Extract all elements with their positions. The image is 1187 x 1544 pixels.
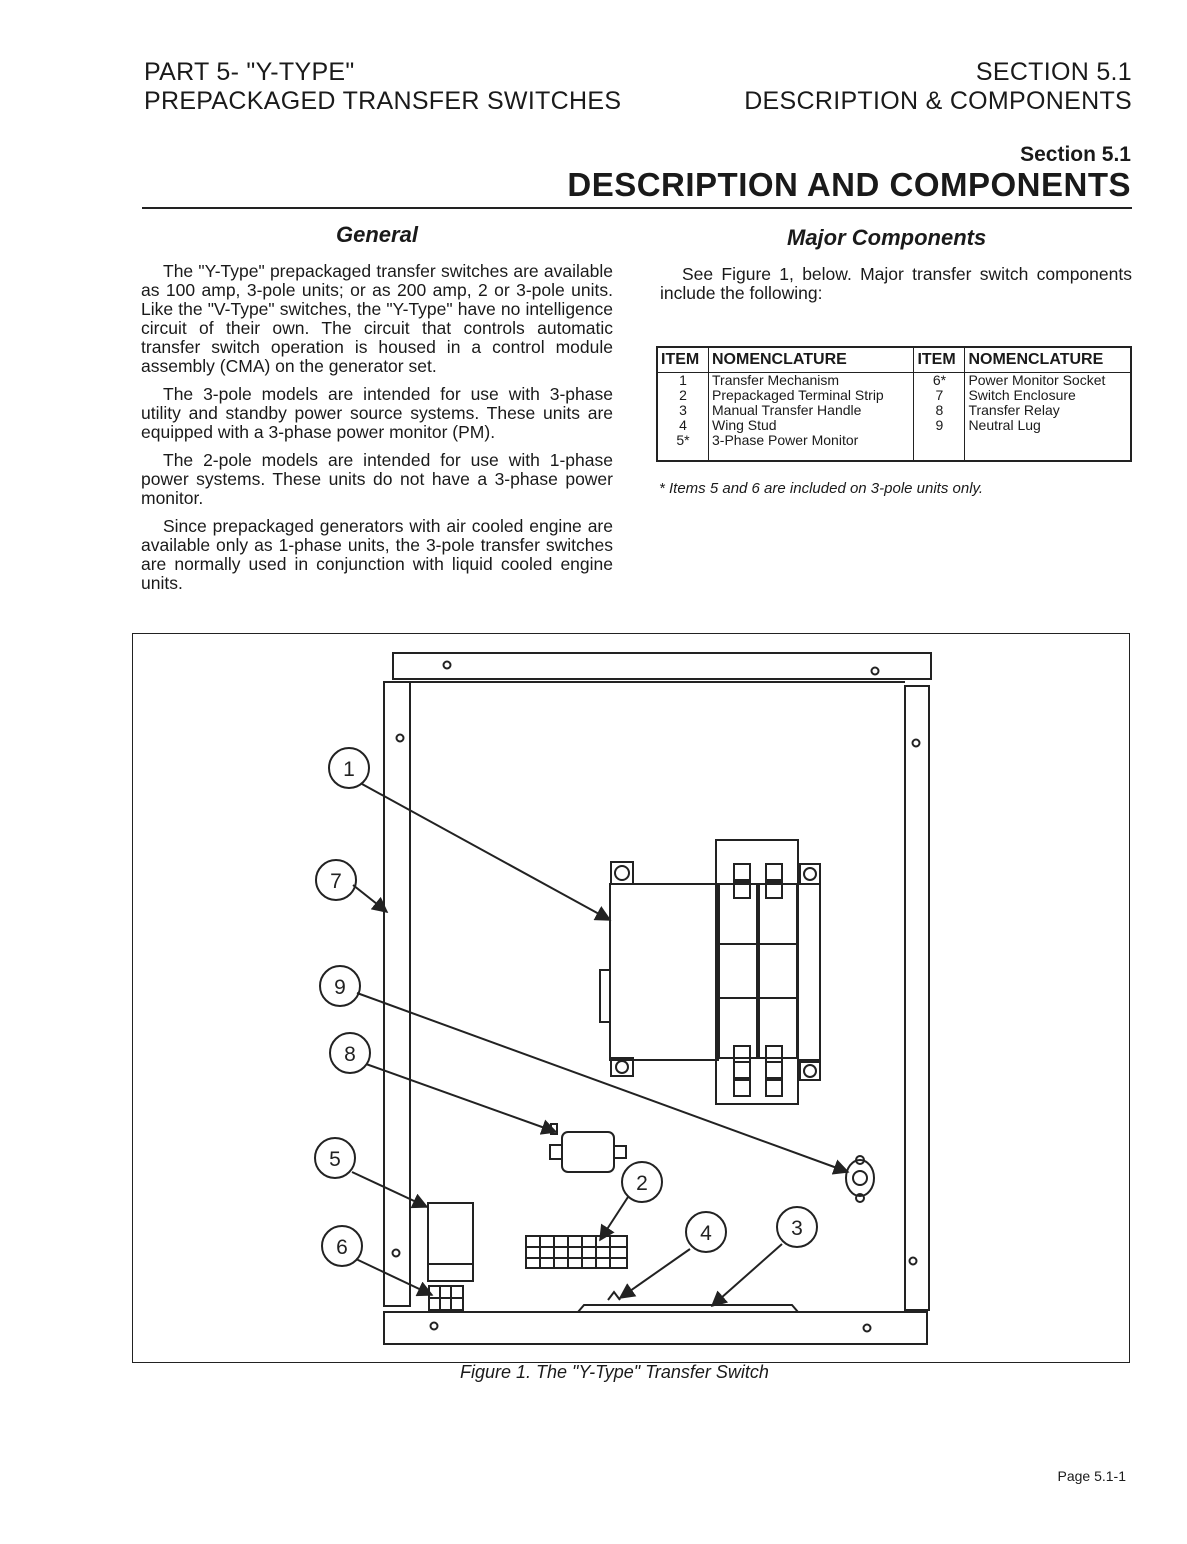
- item-number: 9: [914, 418, 965, 433]
- item-number: 5*: [657, 433, 709, 461]
- figure-caption: Figure 1. The "Y-Type" Transfer Switch: [460, 1362, 769, 1382]
- callout-2: 2: [636, 1172, 648, 1195]
- callout-7: 7: [330, 870, 342, 893]
- transfer-relay: [550, 1124, 626, 1172]
- item-number: 2: [657, 388, 709, 403]
- item-name: Switch Enclosure: [965, 388, 1131, 403]
- major-intro-text: See Figure 1, below. Major transfer switch components include the following:: [660, 264, 1132, 303]
- item-name: Transfer Mechanism: [709, 373, 914, 389]
- section-number-header: SECTION 5.1: [975, 58, 1132, 86]
- table-header-item: ITEM: [657, 347, 709, 373]
- enclosure-bottom-flange: [384, 1312, 927, 1344]
- table-header-nomenclature: NOMENCLATURE: [965, 347, 1131, 373]
- part-subtitle: PREPACKAGED TRANSFER SWITCHES: [144, 87, 622, 115]
- item-name: 3-Phase Power Monitor: [709, 433, 914, 461]
- callout-6: 6: [336, 1236, 348, 1259]
- callout-1: 1: [343, 758, 355, 781]
- item-name: Transfer Relay: [965, 403, 1131, 418]
- item-number: 7: [914, 388, 965, 403]
- terminal-strip: [526, 1236, 627, 1268]
- item-name: Neutral Lug: [965, 418, 1131, 433]
- section-title: DESCRIPTION AND COMPONENTS: [567, 166, 1131, 203]
- power-monitor-socket: [429, 1286, 463, 1310]
- callout-4: 4: [700, 1222, 712, 1245]
- power-monitor: [428, 1203, 473, 1281]
- item-number: 4: [657, 418, 709, 433]
- callout-5: 5: [329, 1148, 341, 1171]
- wing-stud: [608, 1292, 620, 1300]
- callout-3: 3: [791, 1217, 803, 1240]
- item-name: Manual Transfer Handle: [709, 403, 914, 418]
- item-number: 6*: [914, 373, 965, 389]
- transfer-mechanism: [600, 840, 820, 1104]
- enclosure-top-flange: [393, 653, 931, 679]
- item-number: 1: [657, 373, 709, 389]
- item-number: 8: [914, 403, 965, 418]
- general-paragraph: Since prepackaged generators with air cooled engine are available only as 1-phase units, the 3-pole transfer switches are normally used in conjunction with liquid cooled engine units.: [141, 516, 613, 593]
- enclosure-right-side: [905, 686, 929, 1310]
- item-name: Wing Stud: [709, 418, 914, 433]
- general-heading: General: [336, 222, 418, 247]
- table-header-nomenclature: NOMENCLATURE: [709, 347, 914, 373]
- manual-transfer-handle: [578, 1305, 798, 1312]
- item-number: 3: [657, 403, 709, 418]
- major-components-heading: Major Components: [787, 225, 987, 250]
- section-label: Section 5.1: [1020, 143, 1131, 166]
- page-number: Page 5.1-1: [1057, 1468, 1126, 1484]
- general-paragraph: The "Y-Type" prepackaged transfer switches are available as 100 amp, 3-pole units; or as 200 amp, 2 or 3-pole units. Like the "V-Type" switches, the "Y-Type" have no intelligence circuit of their own. The circuit that controls automatic transfer switch operation is housed in a control module assembly (CMA) on the generator set.: [141, 261, 613, 376]
- general-paragraph: The 3-pole models are intended for use with 3-phase utility and standby power source systems. These units are equipped with a 3-phase power monitor (PM).: [141, 384, 613, 442]
- item-name: Power Monitor Socket: [965, 373, 1131, 389]
- enclosure-left-side: [384, 682, 410, 1306]
- part-title: PART 5- "Y-TYPE": [144, 58, 355, 86]
- callout-9: 9: [334, 976, 346, 999]
- section-name-header: DESCRIPTION & COMPONENTS: [744, 87, 1132, 115]
- table-footnote: * Items 5 and 6 are included on 3-pole units only.: [659, 480, 984, 497]
- callout-8: 8: [344, 1043, 356, 1066]
- item-name: Prepackaged Terminal Strip: [709, 388, 914, 403]
- table-header-item: ITEM: [914, 347, 965, 373]
- neutral-lug: [846, 1156, 874, 1202]
- general-paragraph: The 2-pole models are intended for use with 1-phase power systems. These units do not have a 3-phase power monitor.: [141, 450, 613, 508]
